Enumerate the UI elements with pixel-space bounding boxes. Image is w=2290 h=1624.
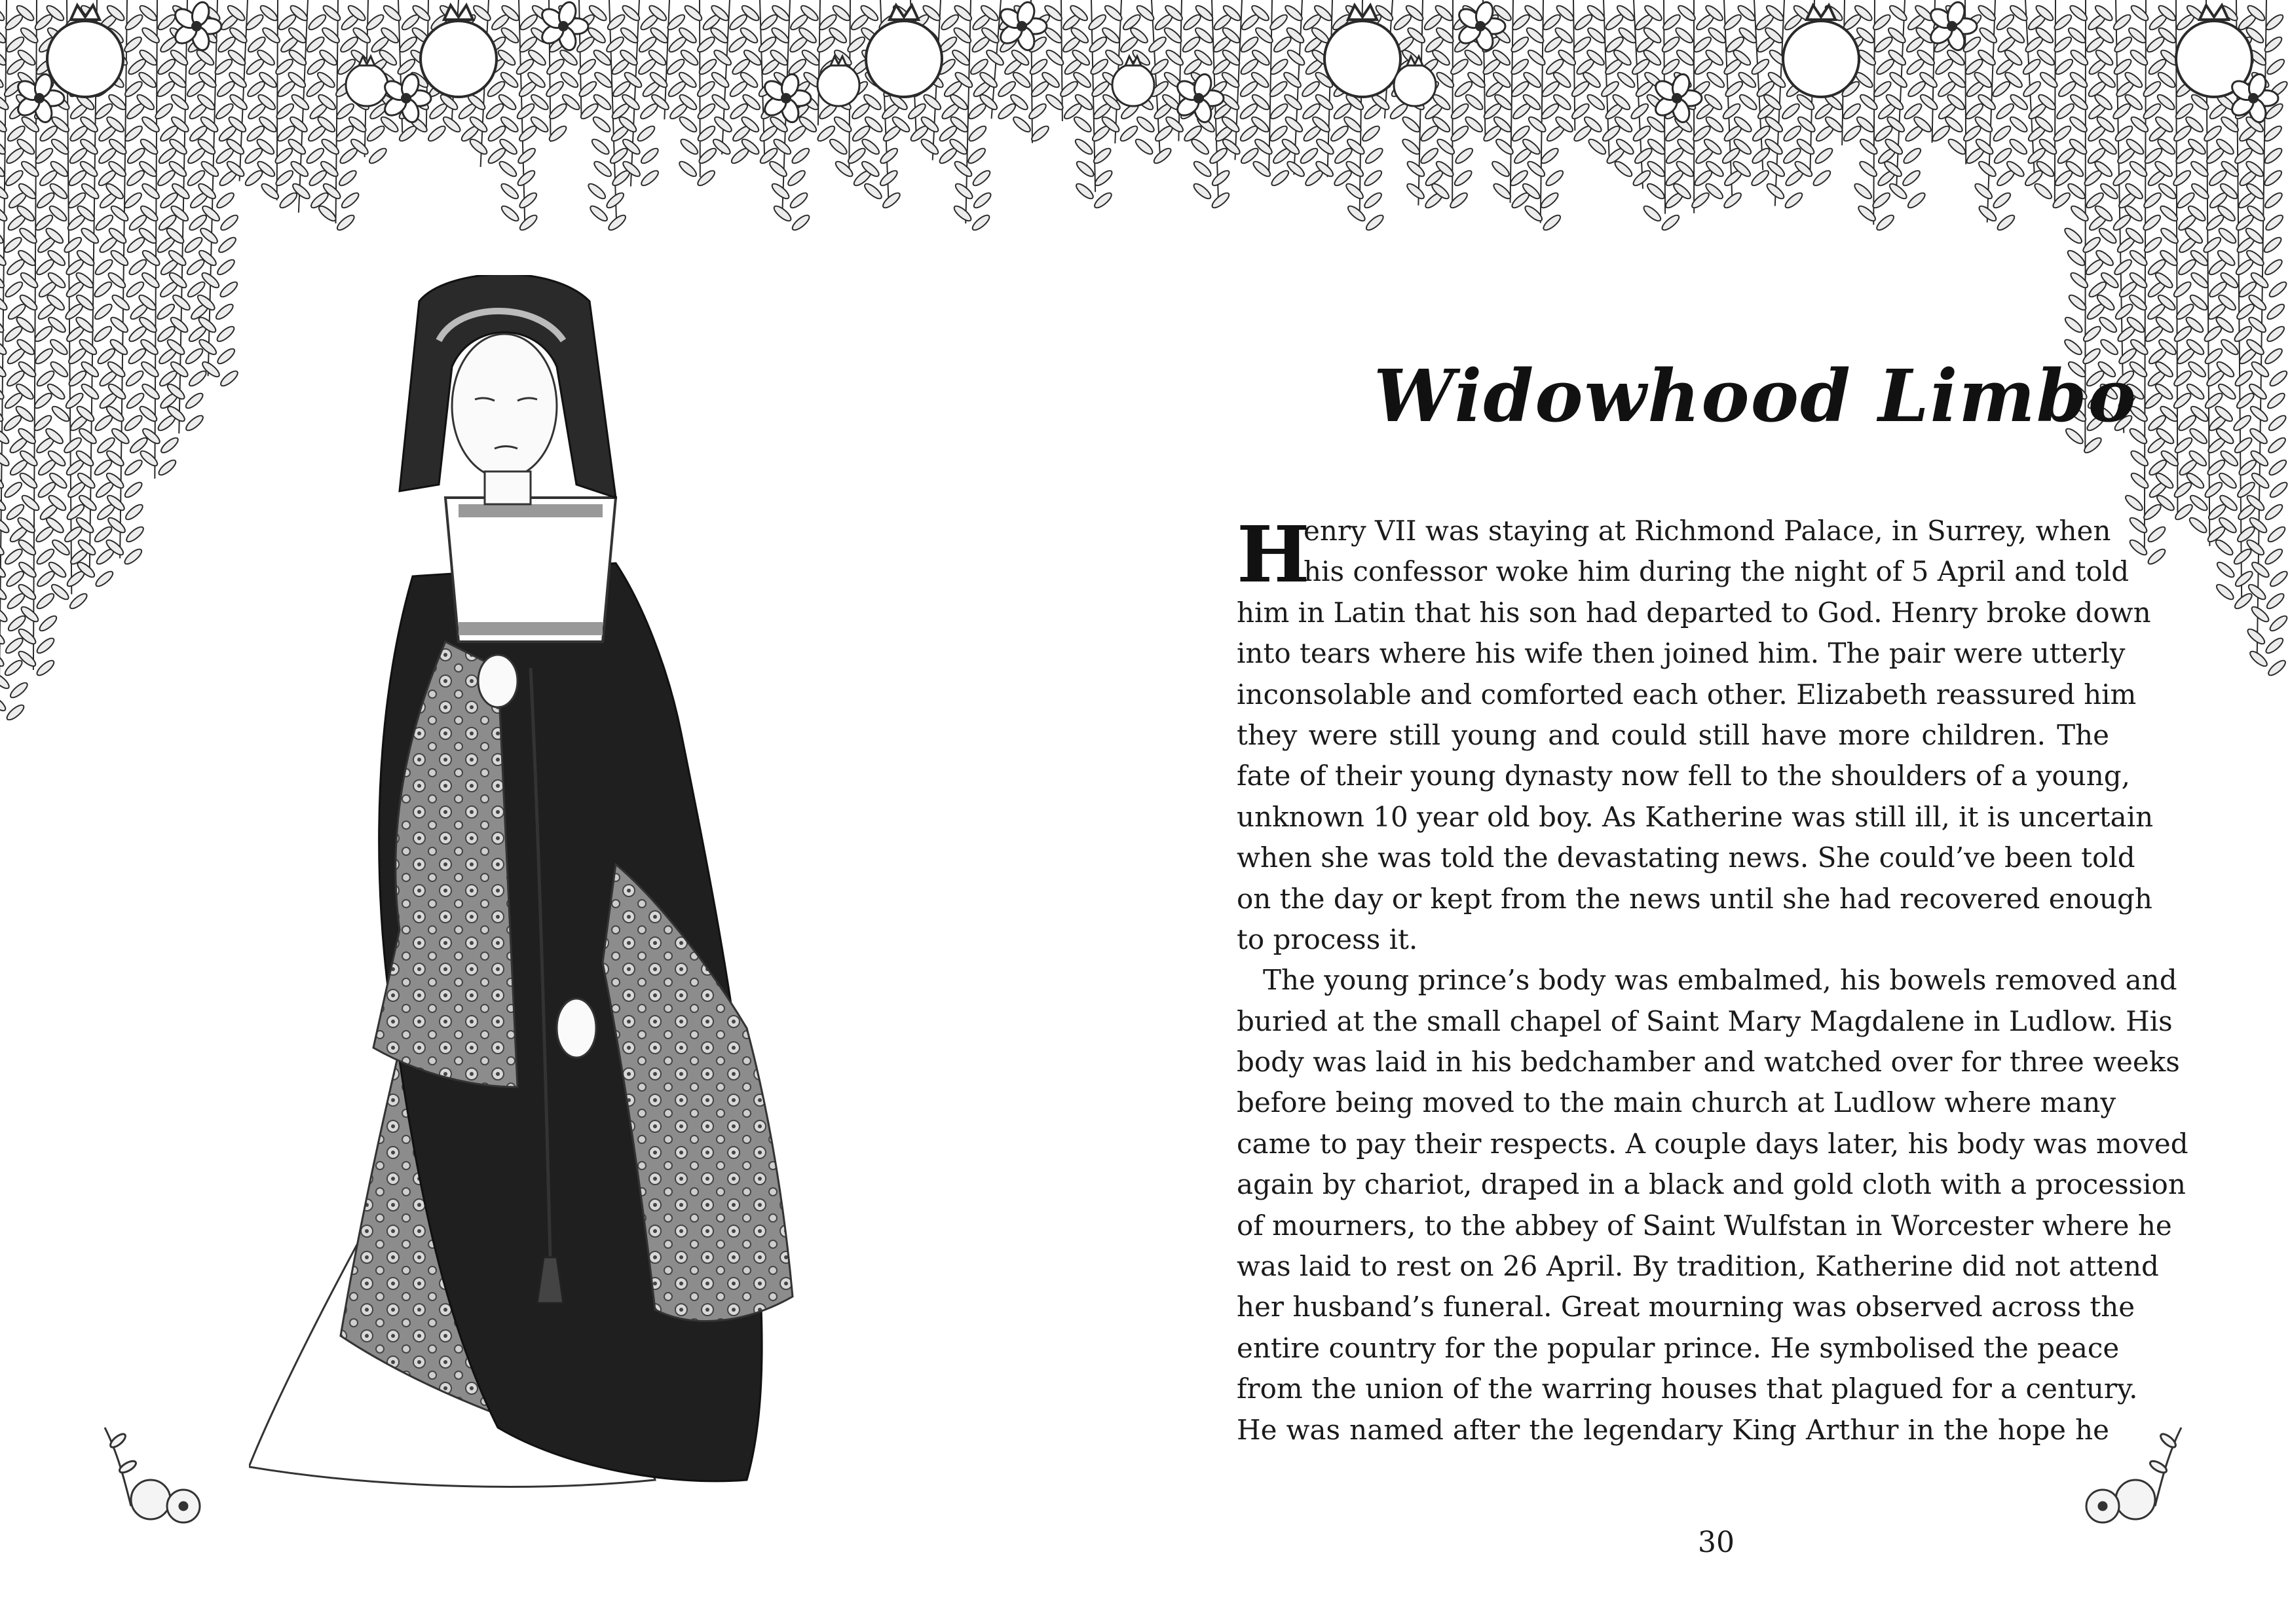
collar	[445, 498, 616, 642]
text-line: before being moved to the main church at Ludlow where many	[1237, 1086, 2116, 1119]
text-line: they were still young and could still have more children. The	[1237, 718, 2109, 751]
text-line: entire country for the popular prince. He symbolised the peace	[1237, 1331, 2120, 1364]
paragraph	[1237, 960, 2188, 1450]
chapter-title: Widowhood Limbo	[1373, 354, 2138, 438]
leaf-vine-icon	[496, 0, 539, 232]
text-line: He was named after the legendary King Arthur in the hope he	[1237, 1413, 2109, 1446]
text-line: of mourners, to the abbey of Saint Wulfstan in Worcester where he	[1237, 1209, 2172, 1242]
paragraph	[1237, 511, 2154, 960]
text-line: body was laid in his bedchamber and watched over for three weeks	[1237, 1046, 2180, 1079]
text-line: buried at the small chapel of Saint Mary Magdalene in Ludlow. His	[1237, 1005, 2173, 1037]
pomegranate-corner-icon	[92, 1401, 223, 1532]
text-line: came to pay their respects. A couple days later, his body was moved	[1237, 1127, 2188, 1160]
text-line: unknown 10 year old boy. As Katherine was still ill, it is uncertain	[1237, 800, 2154, 833]
text-line: from the union of the warring houses that plagued for a century.	[1237, 1373, 2138, 1405]
text-line: again by chariot, draped in a black and gold cloth with a procession	[1237, 1168, 2186, 1201]
face	[452, 334, 557, 478]
text-line: fate of their young dynasty now fell to the shoulders of a young,	[1237, 760, 2130, 792]
text-line: inconsolable and comforted each other. Elizabeth reassured him	[1237, 678, 2137, 710]
text-line: him in Latin that his son had departed to God. Henry broke down	[1237, 596, 2151, 629]
leaf-vine-icon	[1280, 0, 1324, 188]
text-line: was laid to rest on 26 April. By tradition, Katherine did not attend	[1237, 1250, 2159, 1283]
text-line: her husband’s funeral. Great mourning was observed across the	[1237, 1291, 2135, 1323]
text-line: into tears where his wife then joined him. The pair were utterly	[1237, 637, 2126, 670]
body-text	[1237, 509, 2188, 1450]
page-number: 30	[1698, 1526, 1735, 1559]
leaf-vine-icon	[225, 0, 267, 188]
text-line: on the day or kept from the news until she had recovered enough	[1237, 882, 2152, 915]
text-line: The young prince’s body was embalmed, his bowels removed and	[1263, 964, 2177, 997]
text-line: to process it.	[1237, 923, 1418, 955]
text-line: enry VII was staying at Richmond Palace, in Surrey, when	[1304, 515, 2111, 547]
neck	[485, 471, 531, 504]
drop-cap: H	[1237, 509, 1310, 600]
woman-illustration	[249, 275, 904, 1519]
text-line: his confessor woke him during the night of 5 April and told	[1304, 555, 2130, 588]
pomegranate-icon	[817, 56, 859, 106]
text-line: when she was told the devastating news. She could’ve been told	[1237, 841, 2135, 874]
leaf-vine-icon	[1250, 0, 1293, 188]
